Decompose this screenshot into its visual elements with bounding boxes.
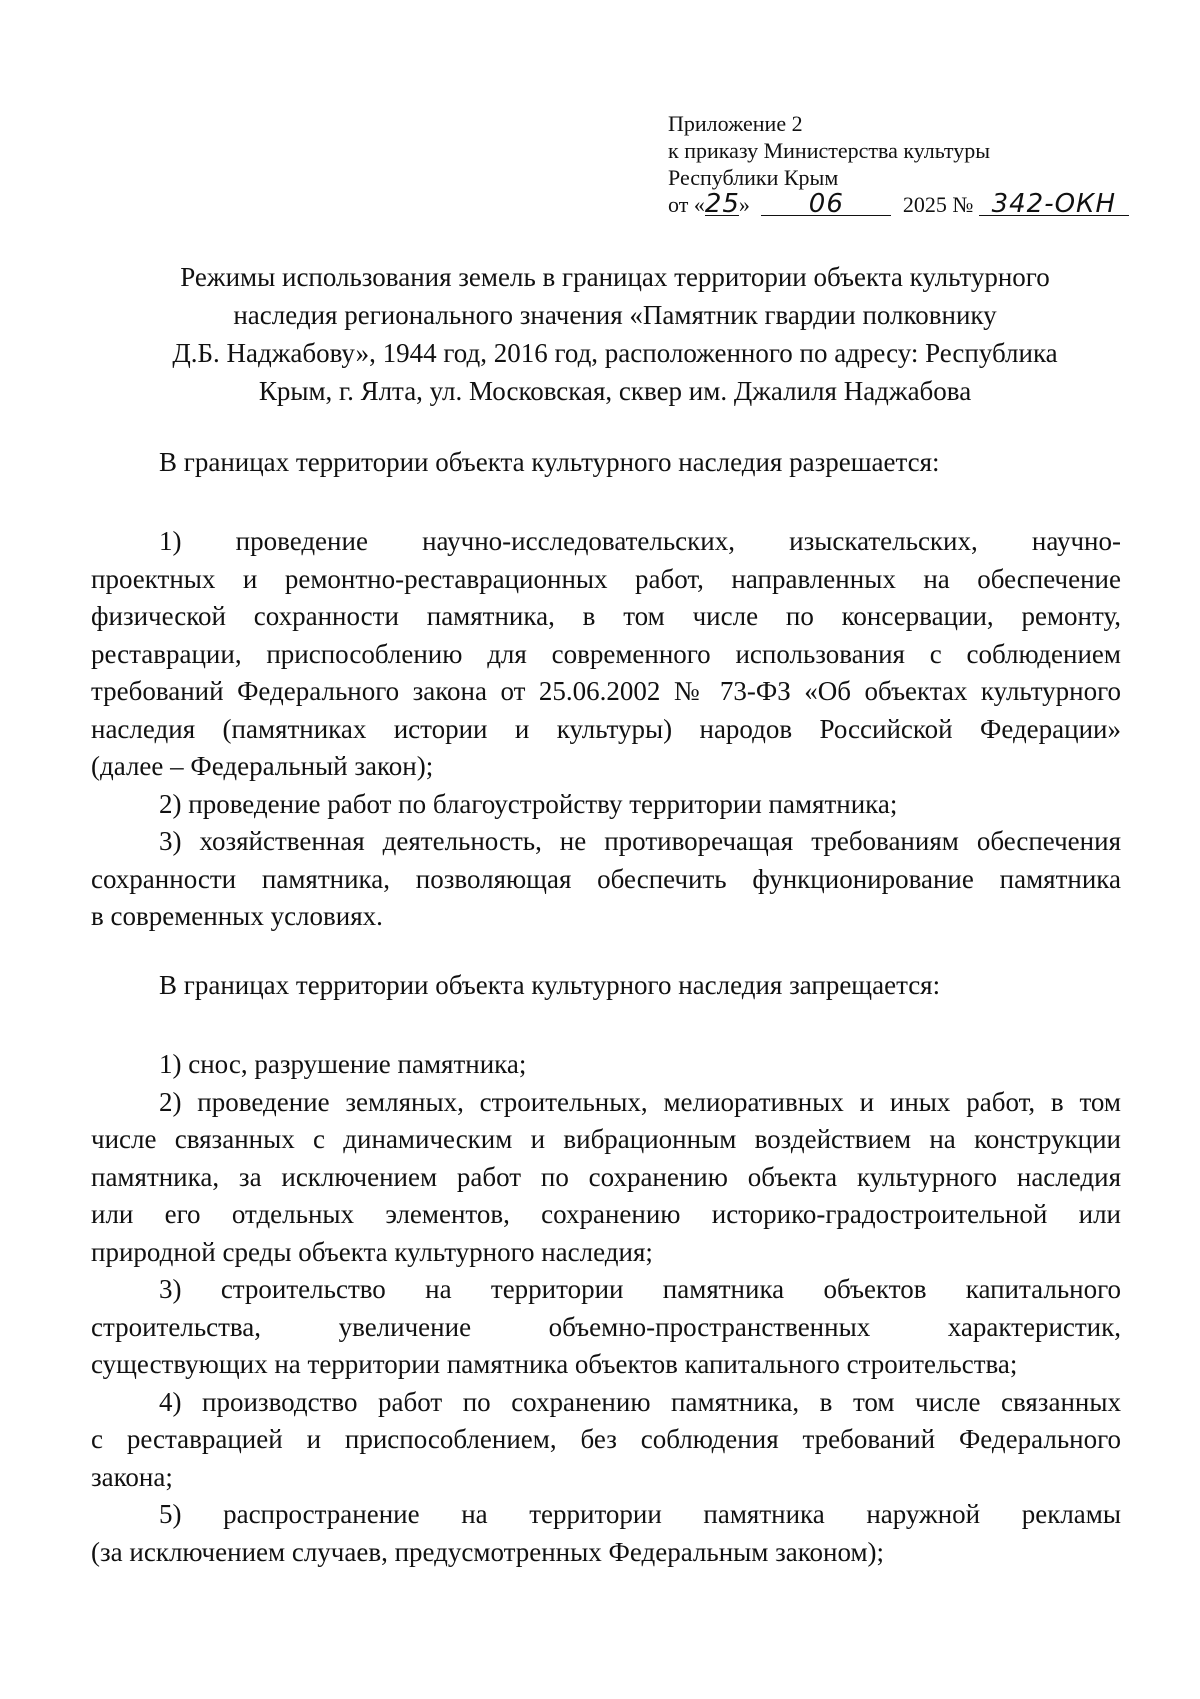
- appendix-line-1: Приложение 2: [668, 111, 803, 136]
- title-line-4: Крым, г. Ялта, ул. Московская, сквер им. Джалиля Наджабова: [258, 376, 972, 406]
- appendix-date-line: [668, 191, 1129, 218]
- forbidden-item-4-line: с реставрацией и приспособлением, без соблюдения требований Федерального: [91, 1424, 1121, 1454]
- forbidden-section: [91, 967, 1121, 1005]
- appendix-header: [668, 110, 1129, 218]
- allowed-item-1: [91, 523, 1121, 936]
- forbidden-item-4-line: 4) производство работ по сохранению памятника, в том числе связанных: [159, 1386, 1121, 1417]
- document-title: [110, 258, 1120, 410]
- forbidden-item-4-line: закона;: [91, 1461, 173, 1492]
- allowed-item-3-line: сохранности памятника, позволяющая обеспечить функционирование памятника: [91, 863, 1121, 894]
- appendix-line-3: Республики Крым: [668, 165, 839, 190]
- allowed-item-3-line: 3) хозяйственная деятельность, не противоречащая требованиям обеспечения: [159, 826, 1121, 856]
- allowed-item-1-line: требований Федерального закона от 25.06.2002 № 73-ФЗ «Об объектах культурного: [91, 676, 1121, 706]
- allowed-item-1-line: (далее – Федеральный закон);: [91, 751, 434, 781]
- forbidden-item-3-line: строительства, увеличение объемно-пространственных характеристик,: [91, 1311, 1121, 1342]
- date-year: 2025 №: [902, 192, 974, 217]
- date-mid: »: [738, 192, 750, 217]
- forbidden-item-3-line: существующих на территории памятника объектов капитального строительства;: [91, 1349, 1018, 1379]
- title-line-3: Д.Б. Наджабову», 1944 год, 2016 год, расположенного по адресу: Республика: [172, 338, 1058, 368]
- forbidden-item-1: 1) снос, разрушение памятника;: [159, 1049, 527, 1079]
- forbidden-item-2-line: или его отдельных элементов, сохранению историко-градостроительной или: [91, 1199, 1121, 1229]
- allowed-item-2: 2) проведение работ по благоустройству территории памятника;: [159, 788, 898, 819]
- forbidden-item-2-line: 2) проведение земляных, строительных, мелиоративных и иных работ, в том: [159, 1086, 1121, 1117]
- forbidden-item-2-line: памятника, за исключением работ по сохранению объекта культурного наследия: [91, 1161, 1121, 1192]
- forbidden-items: [91, 1046, 1121, 1571]
- allowed-item-1-line: реставрации, приспособлению для современного использования с соблюдением: [91, 638, 1121, 669]
- appendix-line-2: к приказу Министерства культуры: [668, 138, 991, 163]
- order-number: 342-ОКН: [979, 193, 1129, 216]
- forbidden-item-2-line: природной среды объекта культурного наследия;: [91, 1236, 653, 1267]
- title-line-2: наследия регионального значения «Памятник гвардии полковнику: [233, 300, 997, 330]
- date-month: 06: [761, 193, 891, 216]
- forbidden-item-5-line: 5) распространение на территории памятника наружной рекламы: [159, 1499, 1121, 1529]
- forbidden-item-5-line: (за исключением случаев, предусмотренных Федеральным законом);: [91, 1536, 885, 1567]
- allowed-item-1-line: 1) проведение научно-исследовательских, изыскательских, научно-: [159, 526, 1121, 556]
- date-day: 25: [704, 189, 740, 219]
- allowed-item-3-line: в современных условиях.: [91, 901, 383, 931]
- allowed-heading: В границах территории объекта культурного наследия разрешается:: [159, 447, 940, 477]
- allowed-item-1-line: проектных и ремонтно-реставрационных работ, направленных на обеспечение: [91, 563, 1121, 594]
- allowed-section: [91, 444, 1121, 482]
- date-prefix: от «: [668, 192, 705, 217]
- allowed-item-1-line: физической сохранности памятника, в том числе по консервации, ремонту,: [91, 601, 1121, 631]
- title-line-1: Режимы использования земель в границах территории объекта культурного: [180, 262, 1050, 292]
- forbidden-heading: В границах территории объекта культурного наследия запрещается:: [159, 970, 941, 1000]
- allowed-item-1-line: наследия (памятниках истории и культуры) народов Российской Федерации»: [91, 713, 1121, 744]
- forbidden-item-2-line: числе связанных с динамическим и вибрационным воздействием на конструкции: [91, 1124, 1121, 1154]
- forbidden-item-3-line: 3) строительство на территории памятника объектов капитального: [159, 1274, 1121, 1304]
